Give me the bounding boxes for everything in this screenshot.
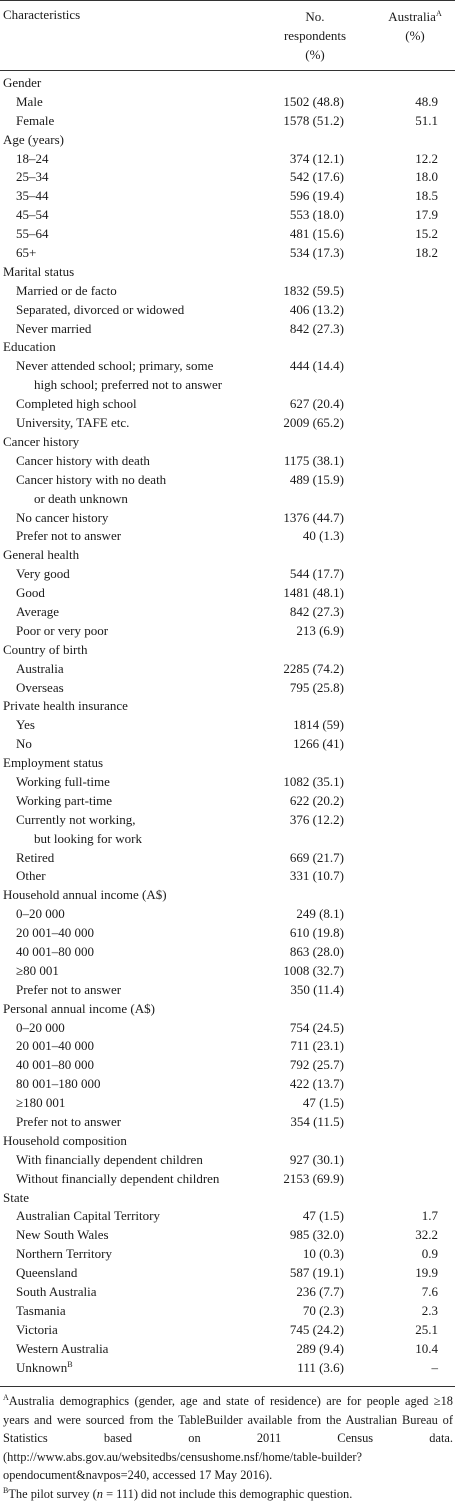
- row-label: [16, 150, 266, 169]
- table-row: [0, 112, 455, 131]
- table-row: [0, 301, 455, 320]
- row-label: [16, 773, 266, 792]
- row-label: [16, 187, 266, 206]
- table-row: [0, 471, 455, 509]
- table-row: [0, 962, 455, 981]
- respondents-cell: 669 (21.7): [289, 849, 344, 865]
- australia-cell: 51.1: [415, 112, 438, 128]
- row-label-text: Victoria: [16, 1321, 58, 1337]
- respondents-cell: 376 (12.2): [289, 811, 344, 827]
- group-label: [3, 74, 265, 93]
- row-label: [16, 735, 266, 754]
- table-row: [0, 811, 455, 849]
- footnote-marker: B: [67, 1359, 73, 1369]
- table-row: [0, 414, 455, 433]
- row-label-text: Australia: [16, 660, 64, 676]
- row-label-text: ≥180 001: [16, 1095, 66, 1111]
- table-row: [0, 1245, 455, 1264]
- respondents-cell: 711 (23.1): [290, 1038, 344, 1054]
- respondents-cell: 754 (24.5): [289, 1019, 344, 1035]
- respondents-cell: 374 (12.1): [289, 150, 344, 166]
- respondents-cell: 610 (19.8): [289, 925, 344, 941]
- table-row: [0, 622, 455, 641]
- row-label-text: Currently not working,: [16, 811, 136, 827]
- row-label: [16, 924, 266, 943]
- respondents-cell: 1481 (48.1): [283, 585, 344, 601]
- row-label-text: Married or de facto: [16, 282, 117, 298]
- row-label-text: Working part-time: [16, 792, 113, 808]
- row-label-continuation: but looking for work: [34, 830, 142, 846]
- respondents-cell: 2009 (65.2): [283, 415, 344, 431]
- row-label: [16, 471, 266, 509]
- respondents-cell: 622 (20.2): [289, 792, 344, 808]
- table-row: [0, 282, 455, 301]
- row-label-text: 35–44: [16, 188, 49, 204]
- table-row: [0, 1207, 455, 1226]
- group-header-row: [0, 263, 455, 282]
- group-header-row: [0, 1000, 455, 1019]
- australia-cell: 12.2: [415, 150, 438, 166]
- row-label: [16, 225, 266, 244]
- row-label-text: Cancer history: [3, 433, 80, 449]
- row-label: [16, 1283, 266, 1302]
- table-footnotes: [3, 1392, 453, 1503]
- table-row: [0, 1019, 455, 1038]
- group-label: [3, 641, 265, 660]
- row-label-text: 25–34: [16, 169, 49, 185]
- table-row: [0, 1226, 455, 1245]
- header-respondents: No. respondents (%): [283, 9, 347, 62]
- row-label-text: Overseas: [16, 679, 64, 695]
- table-row: [0, 1037, 455, 1056]
- row-label: [16, 1245, 266, 1264]
- row-label: [16, 1321, 266, 1340]
- group-label: [3, 886, 265, 905]
- table-row: [0, 168, 455, 187]
- row-label-text: Prefer not to answer: [16, 981, 122, 997]
- table-row: [0, 509, 455, 528]
- row-label: [16, 849, 266, 868]
- row-label-text: Separated, divorced or widowed: [16, 301, 185, 317]
- row-label: [16, 93, 266, 112]
- table-row: [0, 565, 455, 584]
- footnote-b: $^B$The pilot survey (n = 111) did not include this demographic question.: [3, 1485, 353, 1501]
- row-label-text: 65+: [16, 245, 37, 261]
- respondents-cell: 354 (11.5): [290, 1114, 344, 1130]
- respondents-cell: 2153 (69.9): [283, 1170, 344, 1186]
- respondents-cell: 331 (10.7): [289, 868, 344, 884]
- row-label-text: Very good: [16, 566, 70, 582]
- row-label-text: 40 001–80 000: [16, 1057, 94, 1073]
- row-label-text: Household annual income (A$): [3, 887, 167, 903]
- respondents-cell: 842 (27.3): [289, 603, 344, 619]
- row-label-text: Without financially dependent children: [16, 1170, 220, 1186]
- respondents-cell: 863 (28.0): [289, 944, 344, 960]
- respondents-cell: 1082 (35.1): [283, 773, 344, 789]
- table-row: [0, 867, 455, 886]
- row-label: [16, 301, 266, 320]
- respondents-cell: 47 (1.5): [302, 1095, 344, 1111]
- group-label: [3, 263, 265, 282]
- respondents-cell: 350 (11.4): [290, 981, 344, 997]
- respondents-cell: 489 (15.9): [289, 471, 344, 487]
- respondents-cell: 213 (6.9): [296, 622, 344, 638]
- top-rule: [0, 0, 455, 1]
- row-label: [16, 1037, 266, 1056]
- table-row: [0, 584, 455, 603]
- table-row: [0, 93, 455, 112]
- respondents-cell: 542 (17.6): [289, 169, 344, 185]
- row-label: [16, 1019, 266, 1038]
- row-label-text: Country of birth: [3, 641, 88, 657]
- table-row: [0, 187, 455, 206]
- table-row: [0, 849, 455, 868]
- row-label-text: Completed high school: [16, 396, 137, 412]
- respondents-cell: 444 (14.4): [289, 358, 344, 374]
- row-label: [16, 660, 266, 679]
- row-label: [16, 527, 266, 546]
- respondents-cell: 1578 (51.2): [283, 112, 344, 128]
- australia-cell: 18.0: [415, 169, 438, 185]
- respondents-cell: 842 (27.3): [289, 320, 344, 336]
- group-label: [3, 338, 265, 357]
- row-label: [16, 622, 266, 641]
- row-label-text: 80 001–180 000: [16, 1076, 101, 1092]
- table-row: [0, 1302, 455, 1321]
- table-row: [0, 452, 455, 471]
- respondents-cell: 406 (13.2): [289, 301, 344, 317]
- respondents-cell: 596 (19.4): [289, 188, 344, 204]
- row-label: [16, 509, 266, 528]
- row-label: [16, 981, 266, 1000]
- respondents-cell: 1266 (41): [293, 736, 344, 752]
- row-label-text: Average: [16, 603, 60, 619]
- row-label-text: 0–20 000: [16, 906, 65, 922]
- respondents-cell: 1008 (32.7): [283, 962, 344, 978]
- row-label: [16, 943, 266, 962]
- group-label: [3, 546, 265, 565]
- row-label-text: No: [16, 736, 32, 752]
- group-label: [3, 1132, 265, 1151]
- australia-cell: 17.9: [415, 207, 438, 223]
- row-label: [16, 905, 266, 924]
- group-label: [3, 433, 265, 452]
- row-label-continuation: high school; preferred not to answer: [34, 377, 223, 393]
- row-label-text: Tasmania: [16, 1302, 66, 1318]
- row-label: [16, 414, 266, 433]
- table-row: [0, 1075, 455, 1094]
- australia-cell: 48.9: [415, 93, 438, 109]
- respondents-cell: 553 (18.0): [289, 207, 344, 223]
- australia-cell: 19.9: [415, 1265, 438, 1281]
- row-label: [16, 1226, 266, 1245]
- row-label: [16, 962, 266, 981]
- group-label: [3, 754, 265, 773]
- table-row: [0, 527, 455, 546]
- row-label-continuation: or death unknown: [34, 490, 128, 506]
- row-label: [16, 811, 266, 849]
- row-label: [16, 282, 266, 301]
- australia-cell: 0.9: [421, 1246, 438, 1262]
- row-label-text: Yes: [16, 717, 35, 733]
- group-header-row: [0, 697, 455, 716]
- respondents-cell: 745 (24.2): [289, 1321, 344, 1337]
- row-label-text: Employment status: [3, 755, 104, 771]
- table-row: [0, 1283, 455, 1302]
- table-row: [0, 1264, 455, 1283]
- table-row: [0, 981, 455, 1000]
- row-label: [16, 1207, 266, 1226]
- row-label: [16, 112, 266, 131]
- row-label-text: Queensland: [16, 1265, 78, 1281]
- group-header-row: [0, 74, 455, 93]
- row-label: [16, 1302, 266, 1321]
- row-label-text: 18–24: [16, 150, 49, 166]
- bottom-rule: [0, 1386, 455, 1387]
- table-row: [0, 735, 455, 754]
- row-label-text: Never married: [16, 320, 92, 336]
- group-header-row: [0, 1132, 455, 1151]
- group-header-row: [0, 131, 455, 150]
- row-label: [16, 1113, 266, 1132]
- group-label: [3, 131, 265, 150]
- group-header-row: [0, 546, 455, 565]
- australia-cell: 2.3: [421, 1302, 438, 1318]
- row-label-text: Education: [3, 339, 56, 355]
- row-label-text: Unknown: [16, 1359, 68, 1375]
- respondents-cell: 1814 (59): [293, 717, 344, 733]
- respondents-cell: 111 (3.6): [297, 1359, 344, 1375]
- row-label-text: No cancer history: [16, 509, 109, 525]
- group-header-row: [0, 886, 455, 905]
- group-header-row: [0, 1189, 455, 1208]
- respondents-cell: 249 (8.1): [296, 906, 344, 922]
- row-label-text: Female: [16, 112, 55, 128]
- table-row: [0, 206, 455, 225]
- table-row: [0, 603, 455, 622]
- table-header: [0, 7, 455, 67]
- table-row: [0, 679, 455, 698]
- row-label: [16, 565, 266, 584]
- row-label-text: Poor or very poor: [16, 622, 109, 638]
- respondents-cell: 587 (19.1): [289, 1265, 344, 1281]
- row-label: [16, 867, 266, 886]
- group-header-row: [0, 433, 455, 452]
- row-label: [16, 395, 266, 414]
- respondents-cell: 422 (13.7): [289, 1076, 344, 1092]
- row-label: [16, 1359, 266, 1378]
- row-label: [16, 1170, 266, 1189]
- table-row: [0, 150, 455, 169]
- group-header-row: [0, 338, 455, 357]
- row-label-text: University, TAFE etc.: [16, 415, 130, 431]
- respondents-cell: 1502 (48.8): [283, 93, 344, 109]
- header-rule: [0, 70, 455, 71]
- row-label: [16, 1075, 266, 1094]
- respondents-cell: 544 (17.7): [289, 566, 344, 582]
- respondents-cell: 40 (1.3): [302, 528, 344, 544]
- respondents-cell: 627 (20.4): [289, 396, 344, 412]
- row-label-text: 20 001–40 000: [16, 1038, 94, 1054]
- footnote-a: $^A$Australia demographics (gender, age and state of residence) are for people aged ≥18 years and were sourced from the TableBuilder available from the Australian Bureau of Statistics based on 2011 Census data. (http://www.abs.gov.au/websitedbs/censushome.nsf/home/table-builder?opendocument&navpos=240, accessed 17 May 2016).: [3, 1393, 453, 1482]
- group-label: [3, 1189, 265, 1208]
- table-row: [0, 1113, 455, 1132]
- header-australia: Australia$^A$ (%): [388, 9, 442, 43]
- row-label-text: ≥80 001: [16, 962, 59, 978]
- row-label-text: Good: [16, 585, 45, 601]
- row-label: [16, 716, 266, 735]
- table-row: [0, 924, 455, 943]
- australia-cell: 10.4: [415, 1340, 438, 1356]
- table-row: [0, 773, 455, 792]
- australia-cell: –: [431, 1359, 438, 1375]
- row-label-text: Never attended school; primary, some: [16, 358, 214, 374]
- row-label-text: Private health insurance: [3, 698, 128, 714]
- row-label: [16, 584, 266, 603]
- respondents-cell: 795 (25.8): [289, 679, 344, 695]
- row-label-text: Personal annual income (A$): [3, 1000, 155, 1016]
- table-row: [0, 395, 455, 414]
- respondents-cell: 2285 (74.2): [283, 660, 344, 676]
- table-body: [0, 74, 455, 1378]
- respondents-cell: 236 (7.7): [296, 1284, 344, 1300]
- row-label-text: Male: [16, 93, 43, 109]
- row-label: [16, 1151, 266, 1170]
- row-label-text: Retired: [16, 849, 55, 865]
- australia-cell: 32.2: [415, 1227, 438, 1243]
- table-row: [0, 1340, 455, 1359]
- row-label-text: 40 001–80 000: [16, 944, 94, 960]
- respondents-cell: 47 (1.5): [302, 1208, 344, 1224]
- row-label-text: Cancer history with death: [16, 452, 150, 468]
- row-label-text: Age (years): [3, 131, 64, 147]
- table-row: [0, 244, 455, 263]
- row-label-text: With financially dependent children: [16, 1151, 203, 1167]
- australia-cell: 1.7: [421, 1208, 438, 1224]
- group-label: [3, 697, 265, 716]
- table-row: [0, 943, 455, 962]
- australia-cell: 18.2: [415, 245, 438, 261]
- row-label-text: General health: [3, 547, 80, 563]
- row-label-text: Marital status: [3, 263, 75, 279]
- row-label-text: 45–54: [16, 207, 49, 223]
- respondents-cell: 1376 (44.7): [283, 509, 344, 525]
- respondents-cell: 985 (32.0): [289, 1227, 344, 1243]
- row-label: [16, 1340, 266, 1359]
- row-label: [16, 1056, 266, 1075]
- table-row: [0, 660, 455, 679]
- table-row: [0, 225, 455, 244]
- table-row: [0, 716, 455, 735]
- respondents-cell: 792 (25.7): [289, 1057, 344, 1073]
- row-label-text: Gender: [3, 75, 42, 90]
- row-label: [16, 603, 266, 622]
- respondents-cell: 1175 (38.1): [283, 452, 344, 468]
- table-row: [0, 1151, 455, 1170]
- row-label-text: Prefer not to answer: [16, 1114, 122, 1130]
- australia-cell: 18.5: [415, 188, 438, 204]
- table-row: [0, 1359, 455, 1378]
- australia-cell: 15.2: [415, 226, 438, 242]
- row-label-text: Working full-time: [16, 773, 110, 789]
- group-label: [3, 1000, 265, 1019]
- row-label: [16, 1094, 266, 1113]
- row-label-text: Northern Territory: [16, 1246, 112, 1262]
- respondents-cell: 534 (17.3): [289, 245, 344, 261]
- respondents-cell: 289 (9.4): [296, 1340, 344, 1356]
- group-header-row: [0, 641, 455, 660]
- header-characteristics: Characteristics: [3, 7, 81, 22]
- row-label-text: 20 001–40 000: [16, 925, 94, 941]
- row-label-text: 55–64: [16, 226, 49, 242]
- table-row: [0, 905, 455, 924]
- row-label-text: Cancer history with no death: [16, 471, 167, 487]
- row-label-text: South Australia: [16, 1284, 97, 1300]
- row-label: [16, 244, 266, 263]
- australia-cell: 7.6: [421, 1284, 438, 1300]
- row-label: [16, 679, 266, 698]
- row-label-text: Household composition: [3, 1132, 127, 1148]
- row-label: [16, 452, 266, 471]
- row-label: [16, 792, 266, 811]
- respondents-cell: 481 (15.6): [289, 226, 344, 242]
- row-label: [16, 357, 266, 395]
- group-header-row: [0, 754, 455, 773]
- row-label-text: State: [3, 1189, 29, 1205]
- table-row: [0, 320, 455, 339]
- australia-cell: 25.1: [415, 1321, 438, 1337]
- row-label-text: New South Wales: [16, 1227, 109, 1243]
- table-row: [0, 1056, 455, 1075]
- row-label-text: 0–20 000: [16, 1019, 65, 1035]
- respondents-cell: 10 (0.3): [302, 1246, 344, 1262]
- row-label-text: Prefer not to answer: [16, 528, 122, 544]
- respondents-cell: 70 (2.3): [302, 1302, 344, 1318]
- row-label-text: Australian Capital Territory: [16, 1208, 160, 1224]
- table-row: [0, 792, 455, 811]
- row-label-text: Western Australia: [16, 1340, 109, 1356]
- table-row: [0, 1094, 455, 1113]
- table-row: [0, 1321, 455, 1340]
- table-row: [0, 1170, 455, 1189]
- row-label: [16, 1264, 266, 1283]
- row-label: [16, 206, 266, 225]
- row-label: [16, 320, 266, 339]
- row-label: [16, 168, 266, 187]
- respondents-cell: 927 (30.1): [289, 1151, 344, 1167]
- respondents-cell: 1832 (59.5): [283, 282, 344, 298]
- table-row: [0, 357, 455, 395]
- row-label-text: Other: [16, 868, 46, 884]
